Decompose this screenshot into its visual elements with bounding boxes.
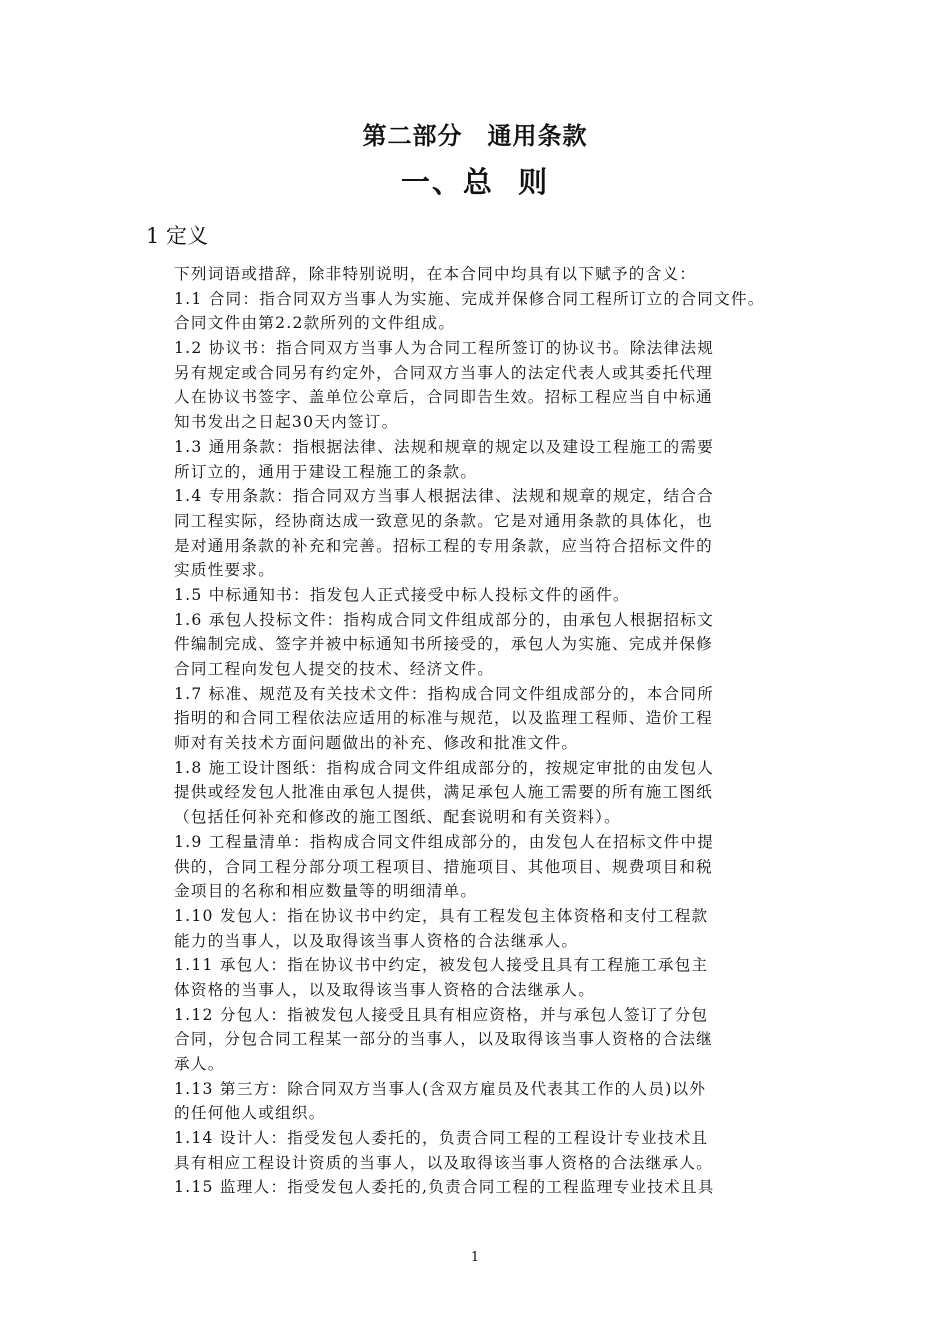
body-line: 1.12 分包人：指被发包人接受且具有相应资格，并与承包人签订了分包: [174, 1005, 709, 1024]
part-title: 第二部分 通用条款: [362, 122, 588, 150]
body-line: 师对有关技术方面问题做出的补充、修改和批准文件。: [174, 734, 579, 753]
body-line: 1.10 发包人：指在协议书中约定，具有工程发包主体资格和支付工程款: [174, 906, 709, 925]
body-line: 1.1 合同：指合同双方当事人为实施、完成并保修合同工程所订立的合同文件。: [174, 289, 765, 308]
body-line: 人在协议书签字、盖单位公章后，合同即告生效。招标工程应当自中标通: [174, 388, 714, 407]
body-line: 1.14 设计人：指受发包人委托的，负责合同工程的工程设计专业技术且: [174, 1129, 709, 1148]
body-line: 能力的当事人，以及取得该当事人资格的合法继承人。: [174, 931, 579, 950]
page-number: 1: [470, 1250, 480, 1265]
body-text: [174, 262, 806, 1200]
body-line: 合同文件由第2.2款所列的文件组成。: [174, 314, 456, 333]
body-line: 1.4 专用条款：指合同双方当事人根据法律、法规和规章的规定，结合合: [174, 487, 715, 506]
body-line: 1.13 第三方：除合同双方当事人(含双方雇员及代表其工作的人员)以外: [174, 1079, 707, 1098]
body-line: 知书发出之日起30天内签订。: [174, 413, 399, 432]
body-line: 体资格的当事人，以及取得该当事人资格的合法继承人。: [174, 980, 596, 999]
body-line: 实质性要求。: [174, 561, 276, 580]
body-line: 1.11 承包人：指在协议书中约定，被发包人接受且具有工程施工承包主: [174, 956, 709, 975]
body-line: 1.7 标准、规范及有关技术文件：指构成合同文件组成部分的，本合同所: [174, 684, 715, 703]
body-line: 合同，分包合同工程某一部分的当事人，以及取得该当事人资格的合法继: [174, 1030, 714, 1049]
body-line: （包括任何补充和修改的施工图纸、配套说明和有关资料）。: [174, 808, 621, 827]
body-line: 具有相应工程设计资质的当事人，以及取得该当事人资格的合法继承人。: [174, 1153, 714, 1172]
body-line: 是对通用条款的补充和完善。招标工程的专用条款，应当符合招标文件的: [174, 536, 714, 555]
body-line: 供的，合同工程分部分项工程项目、措施项目、其他项目、规费项目和税: [174, 857, 714, 876]
body-line: 的任何他人或组织。: [174, 1104, 326, 1123]
body-line: 同工程实际，经协商达成一致意见的条款。它是对通用条款的具体化，也: [174, 511, 714, 530]
body-line: 1.3 通用条款：指根据法律、法规和规章的规定以及建设工程施工的需要: [174, 437, 715, 456]
body-line: 1.9 工程量清单：指构成合同文件组成部分的，由发包人在招标文件中提: [174, 832, 715, 851]
body-line: 所订立的，通用于建设工程施工的条款。: [174, 462, 478, 481]
body-line: 金项目的名称和相应数量等的明细清单。: [174, 882, 478, 901]
body-line: 1.8 施工设计图纸：指构成合同文件组成部分的，按规定审批的由发包人: [174, 758, 715, 777]
body-line: 件编制完成、签字并被中标通知书所接受的，承包人为实施、完成并保修: [174, 635, 714, 654]
body-line: 1.2 协议书：指合同双方当事人为合同工程所签订的协议书。除法律法规: [174, 339, 715, 358]
body-line: 下列词语或措辞，除非特别说明，在本合同中均具有以下赋予的含义：: [174, 265, 697, 283]
body-line: 承人。: [174, 1055, 225, 1073]
body-line: 合同工程向发包人提交的技术、经济文件。: [174, 660, 495, 678]
body-line: 指明的和合同工程依法应适用的标准与规范，以及监理工程师、造价工程: [174, 709, 714, 728]
section-heading: 1 定义: [146, 224, 209, 248]
body-line: 另有规定或合同另有约定外，合同双方当事人的法定代表人或其委托代理: [174, 363, 714, 382]
body-line: 1.6 承包人投标文件：指构成合同文件组成部分的，由承包人根据招标文: [174, 610, 715, 629]
body-line: 1.5 中标通知书：指发包人正式接受中标人投标文件的函件。: [174, 585, 630, 604]
body-line: 提供或经发包人批准由承包人提供，满足承包人施工需要的所有施工图纸: [174, 783, 714, 802]
chapter-title: 一、总 则: [400, 165, 550, 199]
body-line: 1.15 监理人：指受发包人委托的,负责合同工程的工程监理专业技术且具: [174, 1178, 715, 1197]
